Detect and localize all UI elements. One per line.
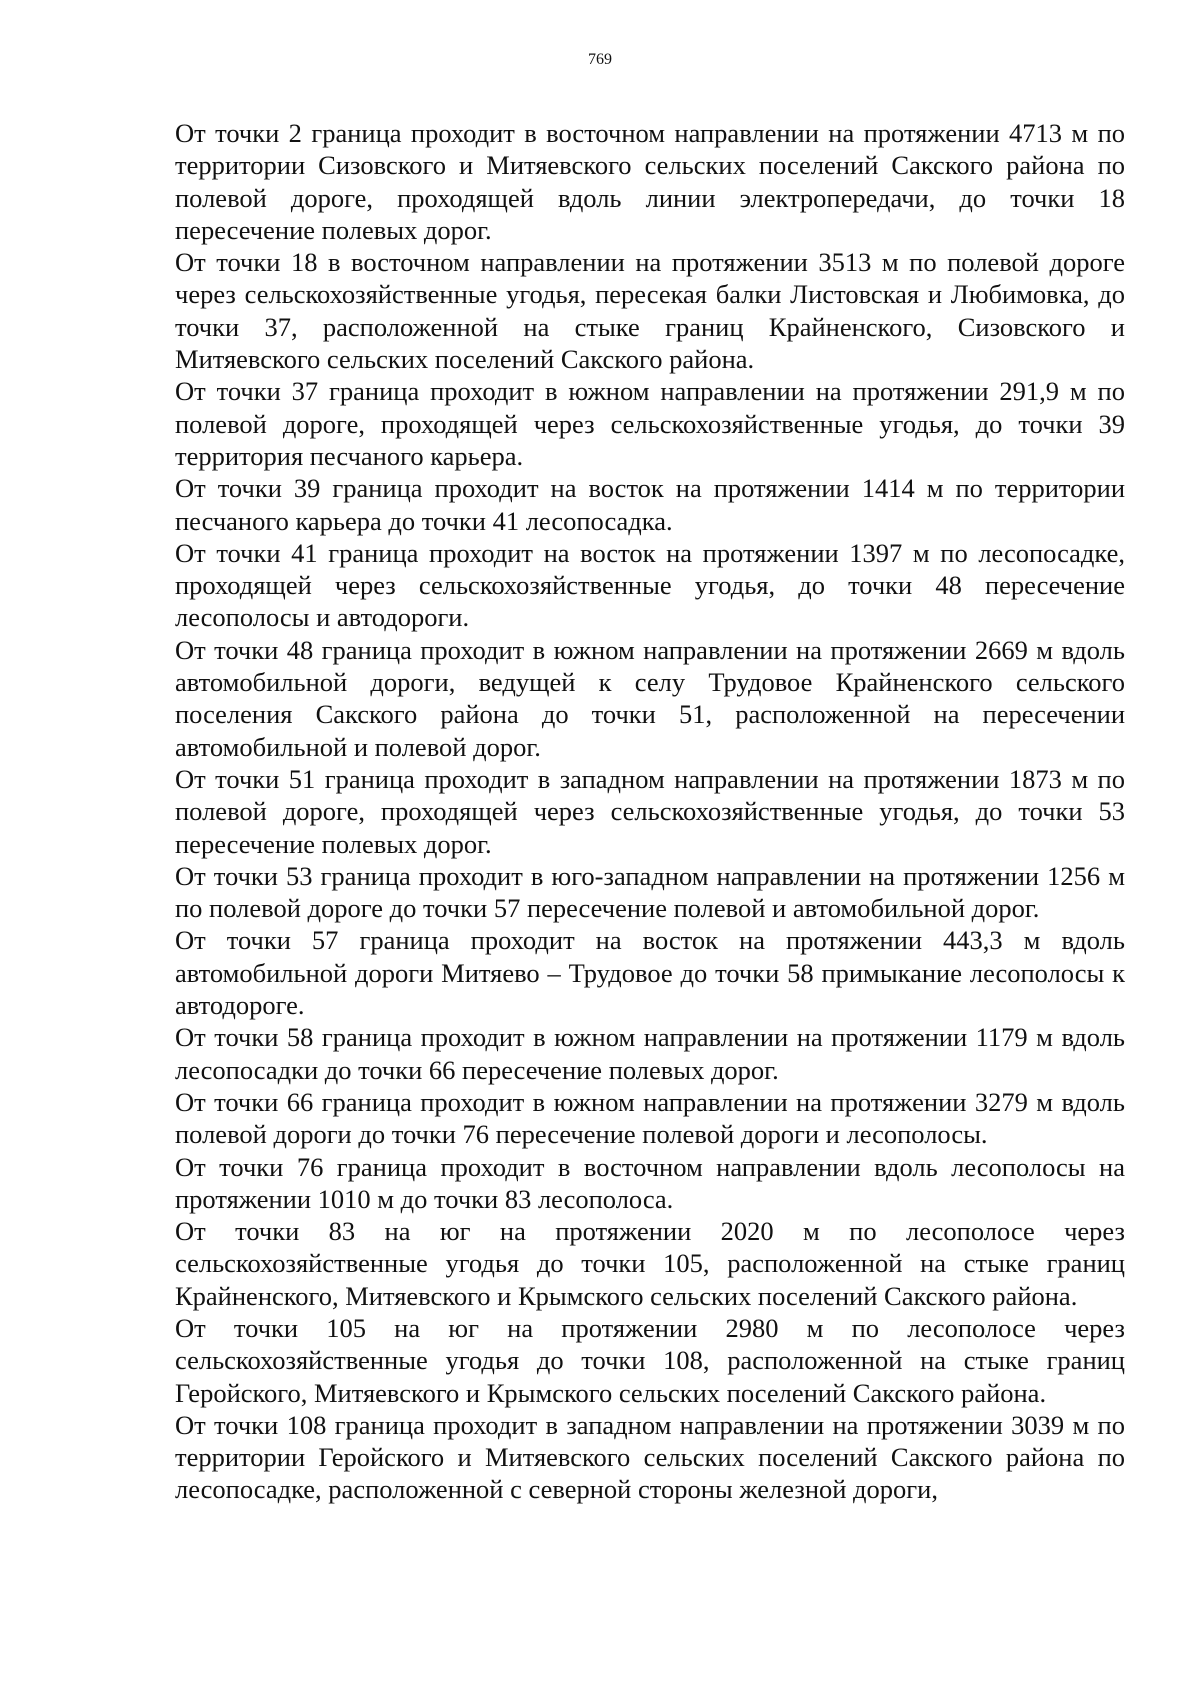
paragraph: От точки 53 граница проходит в юго-западном направлении на протяжении 1256 м по полевой дороге до точки 57 пересечение полевой и автомобильной дорог. (175, 860, 1125, 924)
paragraph: От точки 108 граница проходит в западном направлении на протяжении 3039 м по территории Геройского и Митяевского сельских поселений Сакского района по лесопосадке, расположенной с северной стороны железной дороги, (175, 1409, 1125, 1505)
document-body (175, 117, 1125, 1506)
paragraph: От точки 39 граница проходит на восток на протяжении 1414 м по территории песчаного карьера до точки 41 лесопосадка. (175, 473, 1125, 536)
paragraph: От точки 57 граница проходит на восток на протяжении 443,3 м вдоль автомобильной дороги Митяево – Трудовое до точки 58 примыкание лесополосы к автодороге. (175, 925, 1125, 1021)
paragraph: От точки 41 граница проходит на восток на протяжении 1397 м по лесопосадке, проходящей через сельскохозяйственные угодья, до точки 48 пересечение лесополосы и автодороги. (175, 537, 1125, 633)
paragraph: От точки 58 граница проходит в южном направлении на протяжении 1179 м вдоль лесопосадки до точки 66 пересечение полевых дорог. (175, 1022, 1125, 1085)
paragraph: От точки 18 в восточном направлении на протяжении 3513 м по полевой дороге через сельскохозяйственные угодья, пересекая балки Листовская и Любимовка, до точки 37, расположенной на стыке границ Крайненского, Сизовского и Митяевского сельских поселений Сакского района. (175, 247, 1125, 375)
paragraph: От точки 48 граница проходит в южном направлении на протяжении 2669 м вдоль автомобильной дороги, ведущей к селу Трудовое Крайненского сельского поселения Сакского района до точки 51, расположенной на пересечении автомобильной и полевой дорог. (175, 634, 1125, 762)
page-number: 769 (588, 51, 612, 68)
paragraph: От точки 2 граница проходит в восточном направлении на протяжении 4713 м по территории Сизовского и Митяевского сельских поселений Сакского района по полевой дороге, проходящей вдоль линии электропередачи, до точки 18 пересечение полевых дорог. (175, 118, 1125, 245)
paragraph: От точки 83 на юг на протяжении 2020 м по лесополосе через сельскохозяйственные угодья до точки 105, расположенной на стыке границ Крайненского, Митяевского и Крымского сельских поселений Сакского района. (175, 1216, 1125, 1311)
paragraph: От точки 51 граница проходит в западном направлении на протяжении 1873 м по полевой дороге, проходящей через сельскохозяйственные угодья, до точки 53 пересечение полевых дорог. (175, 763, 1125, 859)
paragraph: От точки 76 граница проходит в восточном направлении вдоль лесополосы на протяжении 1010 м до точки 83 лесополоса. (175, 1151, 1125, 1214)
paragraph: От точки 37 граница проходит в южном направлении на протяжении 291,9 м по полевой дороге, проходящей через сельскохозяйственные угодья, до точки 39 территория песчаного карьера. (175, 376, 1125, 471)
paragraph: От точки 66 граница проходит в южном направлении на протяжении 3279 м вдоль полевой дороги до точки 76 пересечение полевой дороги и лесополосы. (175, 1086, 1125, 1150)
paragraph: От точки 105 на юг на протяжении 2980 м по лесополосе через сельскохозяйственные угодья до точки 108, расположенной на стыке границ Геройского, Митяевского и Крымского сельских поселений Сакского района. (175, 1312, 1125, 1408)
